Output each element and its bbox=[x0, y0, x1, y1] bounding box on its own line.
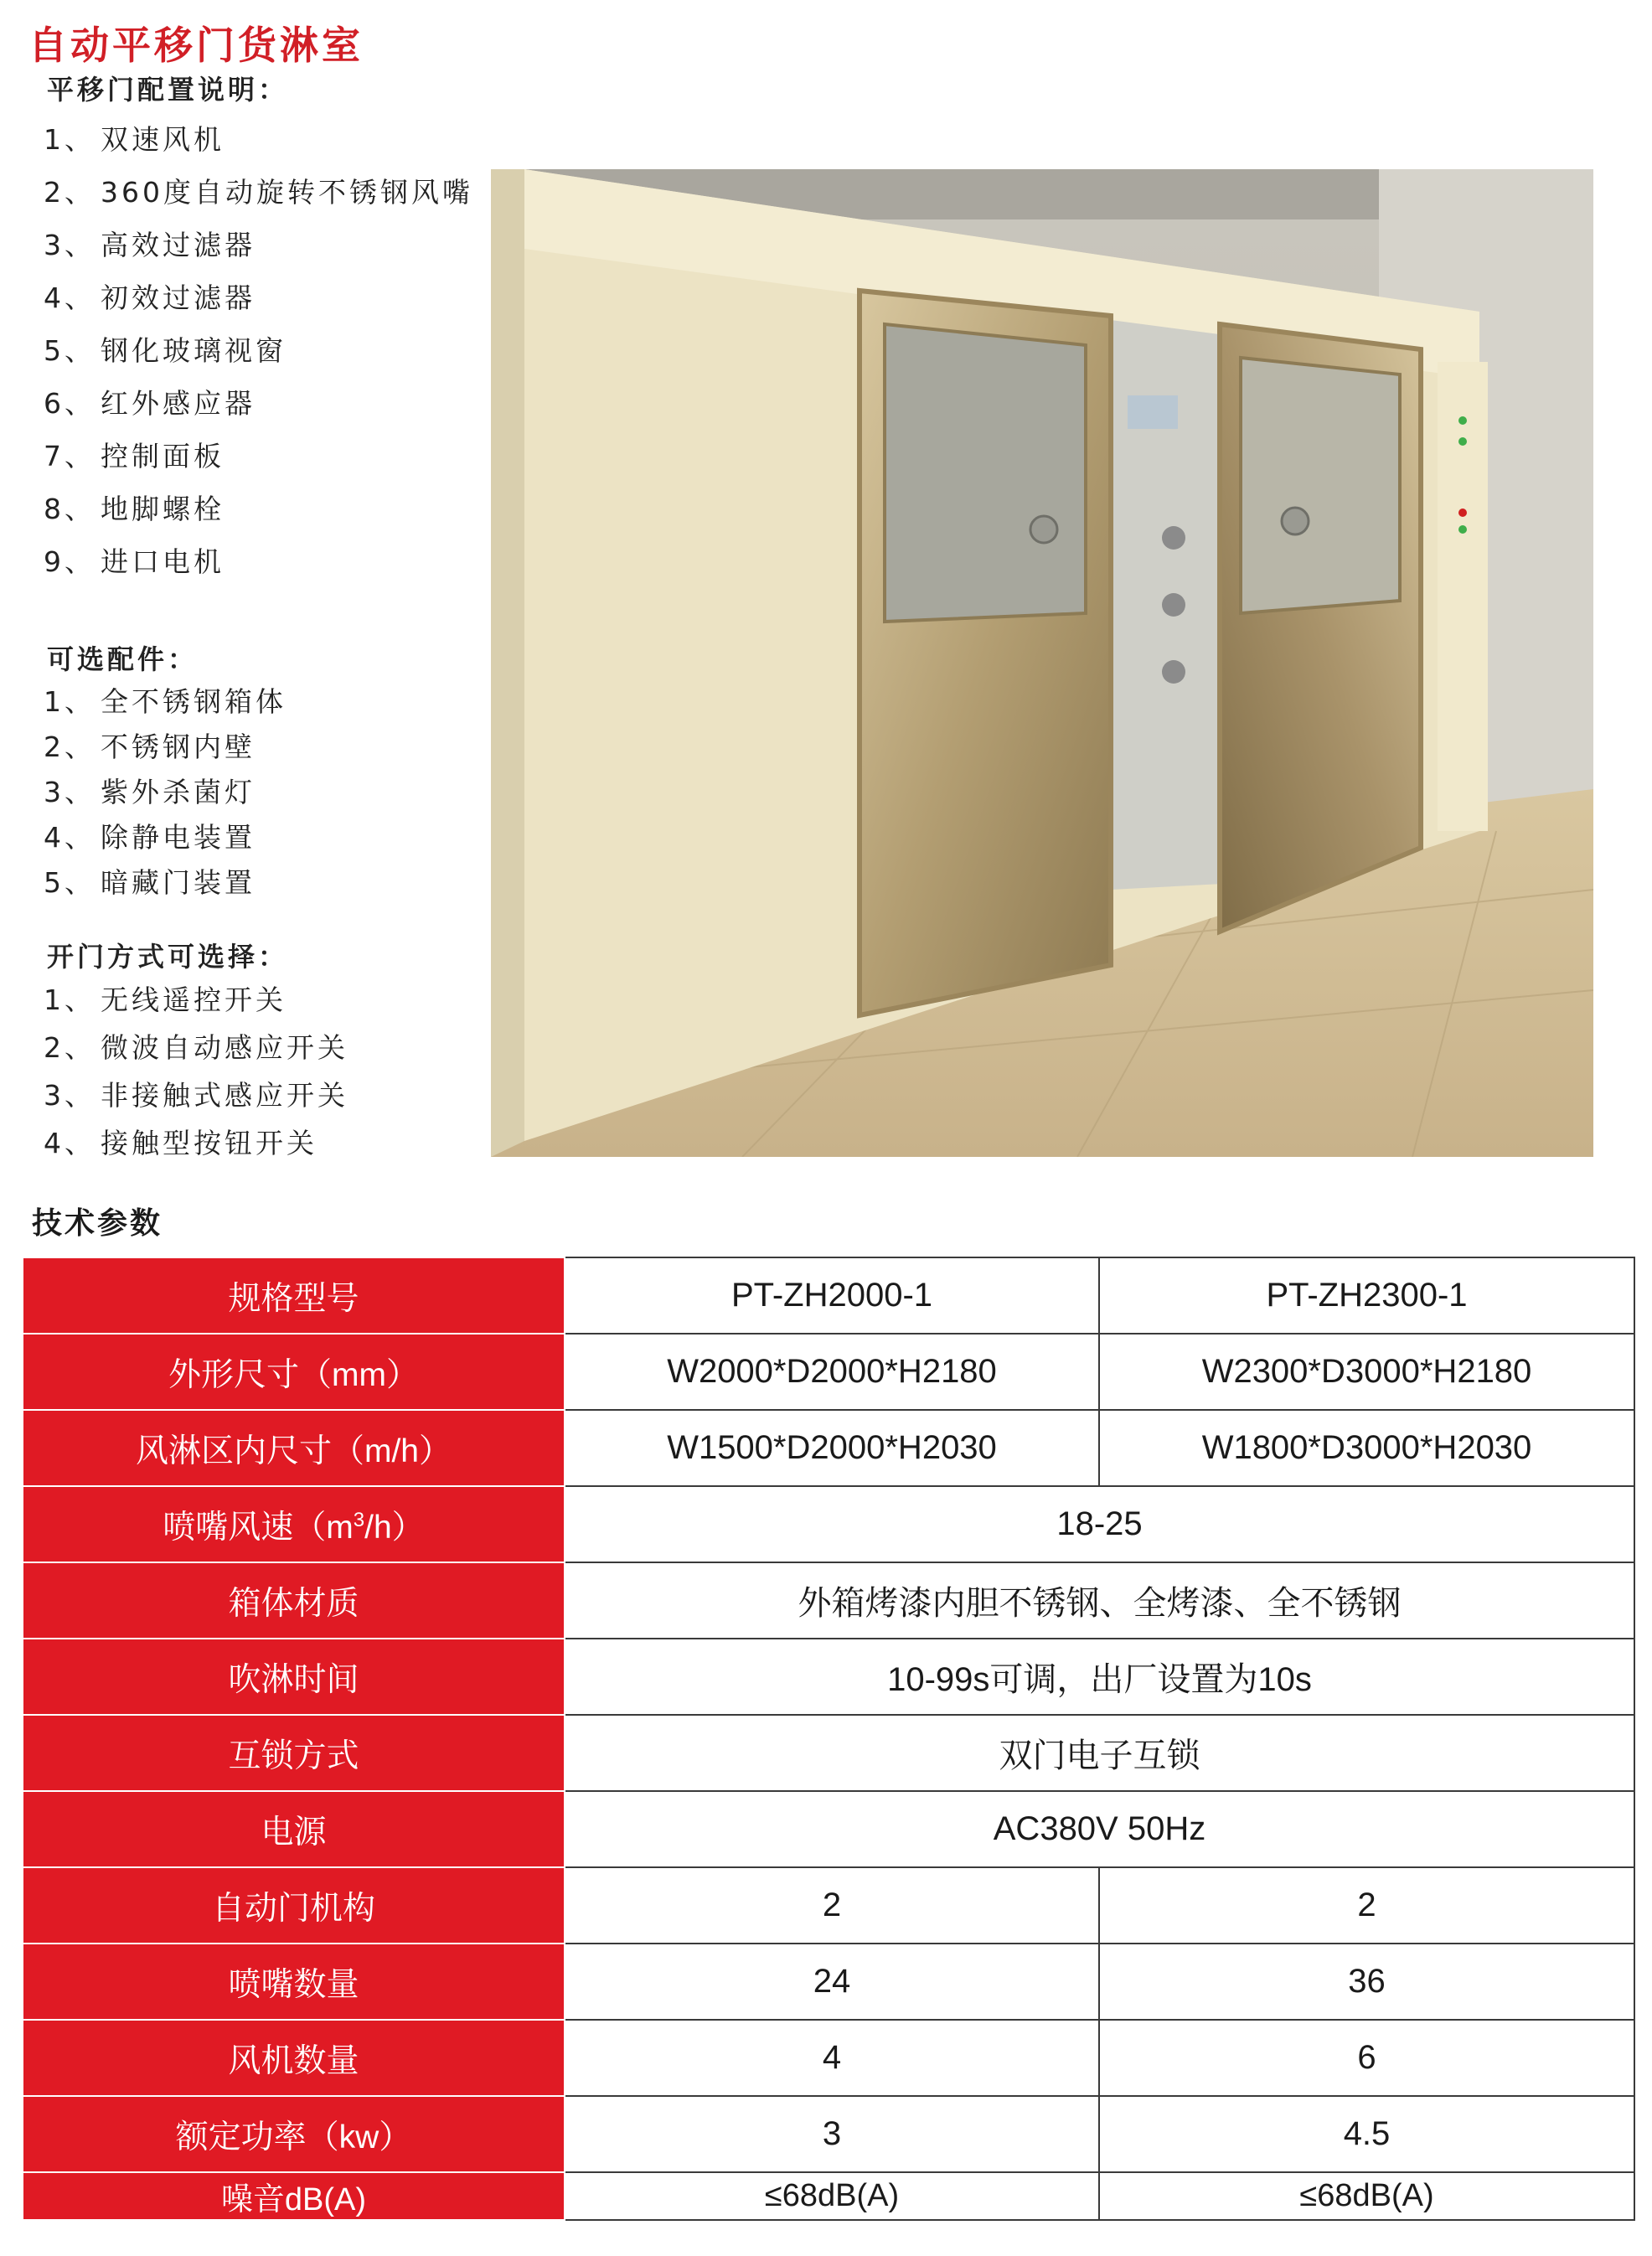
list-item: 8、 地脚螺栓 bbox=[44, 493, 225, 525]
cell-value: 双门电子互锁 bbox=[565, 1715, 1634, 1791]
optional-list bbox=[44, 679, 287, 906]
cell-value: PT-ZH2300-1 bbox=[1099, 1257, 1634, 1334]
list-item: 4、 接触型按钮开关 bbox=[44, 1127, 317, 1159]
cell-value: 10-99s可调，出厂设置为10s bbox=[565, 1639, 1634, 1715]
table-row bbox=[23, 1257, 1634, 1334]
table-row bbox=[23, 1791, 1634, 1867]
cell-value: W1500*D2000*H2030 bbox=[565, 1410, 1099, 1486]
cell-value: 4 bbox=[565, 2020, 1099, 2096]
cell-value: ≤68dB(A) bbox=[1099, 2172, 1634, 2220]
table-row bbox=[23, 1867, 1634, 1944]
row-label: 风机数量 bbox=[23, 2020, 565, 2096]
row-label: 外形尺寸（mm） bbox=[23, 1334, 565, 1410]
list-item: 1、 全不锈钢箱体 bbox=[44, 685, 287, 718]
list-item: 2、 360度自动旋转不锈钢风嘴 bbox=[44, 176, 473, 209]
product-photo bbox=[491, 169, 1593, 1157]
cell-value: W2300*D3000*H2180 bbox=[1099, 1334, 1634, 1410]
row-label: 箱体材质 bbox=[23, 1562, 565, 1639]
list-item: 3、 紫外杀菌灯 bbox=[44, 776, 256, 808]
cell-value: AC380V 50Hz bbox=[565, 1791, 1634, 1867]
spec-table bbox=[22, 1257, 1635, 2221]
list-item: 4、 初效过滤器 bbox=[44, 281, 256, 314]
cell-value: 3 bbox=[565, 2096, 1099, 2172]
list-item: 3、 非接触式感应开关 bbox=[44, 1079, 348, 1112]
cell-value: 外箱烤漆内胆不锈钢、全烤漆、全不锈钢 bbox=[565, 1562, 1634, 1639]
cell-value: W1800*D3000*H2030 bbox=[1099, 1410, 1634, 1486]
table-row bbox=[23, 1410, 1634, 1486]
list-item: 2、 微波自动感应开关 bbox=[44, 1031, 348, 1064]
list-item: 2、 不锈钢内壁 bbox=[44, 730, 256, 763]
optional-heading: 可选配件： bbox=[47, 643, 199, 675]
row-label: 风淋区内尺寸（m/h） bbox=[23, 1410, 565, 1486]
config-heading: 平移门配置说明： bbox=[47, 74, 289, 106]
table-row bbox=[23, 1715, 1634, 1791]
table-row bbox=[23, 1486, 1634, 1562]
list-item: 3、 高效过滤器 bbox=[44, 229, 256, 261]
cell-value: PT-ZH2000-1 bbox=[565, 1257, 1099, 1334]
cell-value: 4.5 bbox=[1099, 2096, 1634, 2172]
list-item: 7、 控制面板 bbox=[44, 440, 225, 472]
row-label: 互锁方式 bbox=[23, 1715, 565, 1791]
row-label: 规格型号 bbox=[23, 1257, 565, 1334]
config-list bbox=[44, 113, 473, 588]
list-item: 4、 除静电装置 bbox=[44, 821, 256, 854]
cell-value: W2000*D2000*H2180 bbox=[565, 1334, 1099, 1410]
list-item: 6、 红外感应器 bbox=[44, 387, 256, 420]
table-row bbox=[23, 2172, 1634, 2220]
table-row bbox=[23, 2096, 1634, 2172]
cell-value: 18-25 bbox=[565, 1486, 1634, 1562]
cell-value: 6 bbox=[1099, 2020, 1634, 2096]
list-item: 1、 无线遥控开关 bbox=[44, 983, 287, 1016]
row-label: 吹淋时间 bbox=[23, 1639, 565, 1715]
list-item: 5、 暗藏门装置 bbox=[44, 866, 256, 899]
spec-heading: 技术参数 bbox=[32, 1206, 163, 1241]
table-row bbox=[23, 1562, 1634, 1639]
cell-value: 24 bbox=[565, 1944, 1099, 2020]
row-label: 噪音dB(A) bbox=[23, 2172, 565, 2220]
row-label: 自动门机构 bbox=[23, 1867, 565, 1944]
door-modes-heading: 开门方式可选择： bbox=[47, 941, 289, 973]
door-modes-list bbox=[44, 976, 348, 1167]
table-row bbox=[23, 1334, 1634, 1410]
table-row bbox=[23, 2020, 1634, 2096]
cell-value: ≤68dB(A) bbox=[565, 2172, 1099, 2220]
table-row bbox=[23, 1639, 1634, 1715]
list-item: 5、 钢化玻璃视窗 bbox=[44, 334, 287, 367]
table-row bbox=[23, 1944, 1634, 2020]
cell-value: 2 bbox=[1099, 1867, 1634, 1944]
row-label: 电源 bbox=[23, 1791, 565, 1867]
cell-value: 2 bbox=[565, 1867, 1099, 1944]
row-label: 喷嘴数量 bbox=[23, 1944, 565, 2020]
row-label: 喷嘴风速$(m^3/h)$ bbox=[23, 1486, 565, 1562]
row-label: 额定功率（kw） bbox=[23, 2096, 565, 2172]
cell-value: 36 bbox=[1099, 1944, 1634, 2020]
page-title: 自动平移门货淋室 bbox=[28, 23, 364, 68]
list-item: 1、 双速风机 bbox=[44, 123, 225, 156]
list-item: 9、 进口电机 bbox=[44, 545, 225, 578]
